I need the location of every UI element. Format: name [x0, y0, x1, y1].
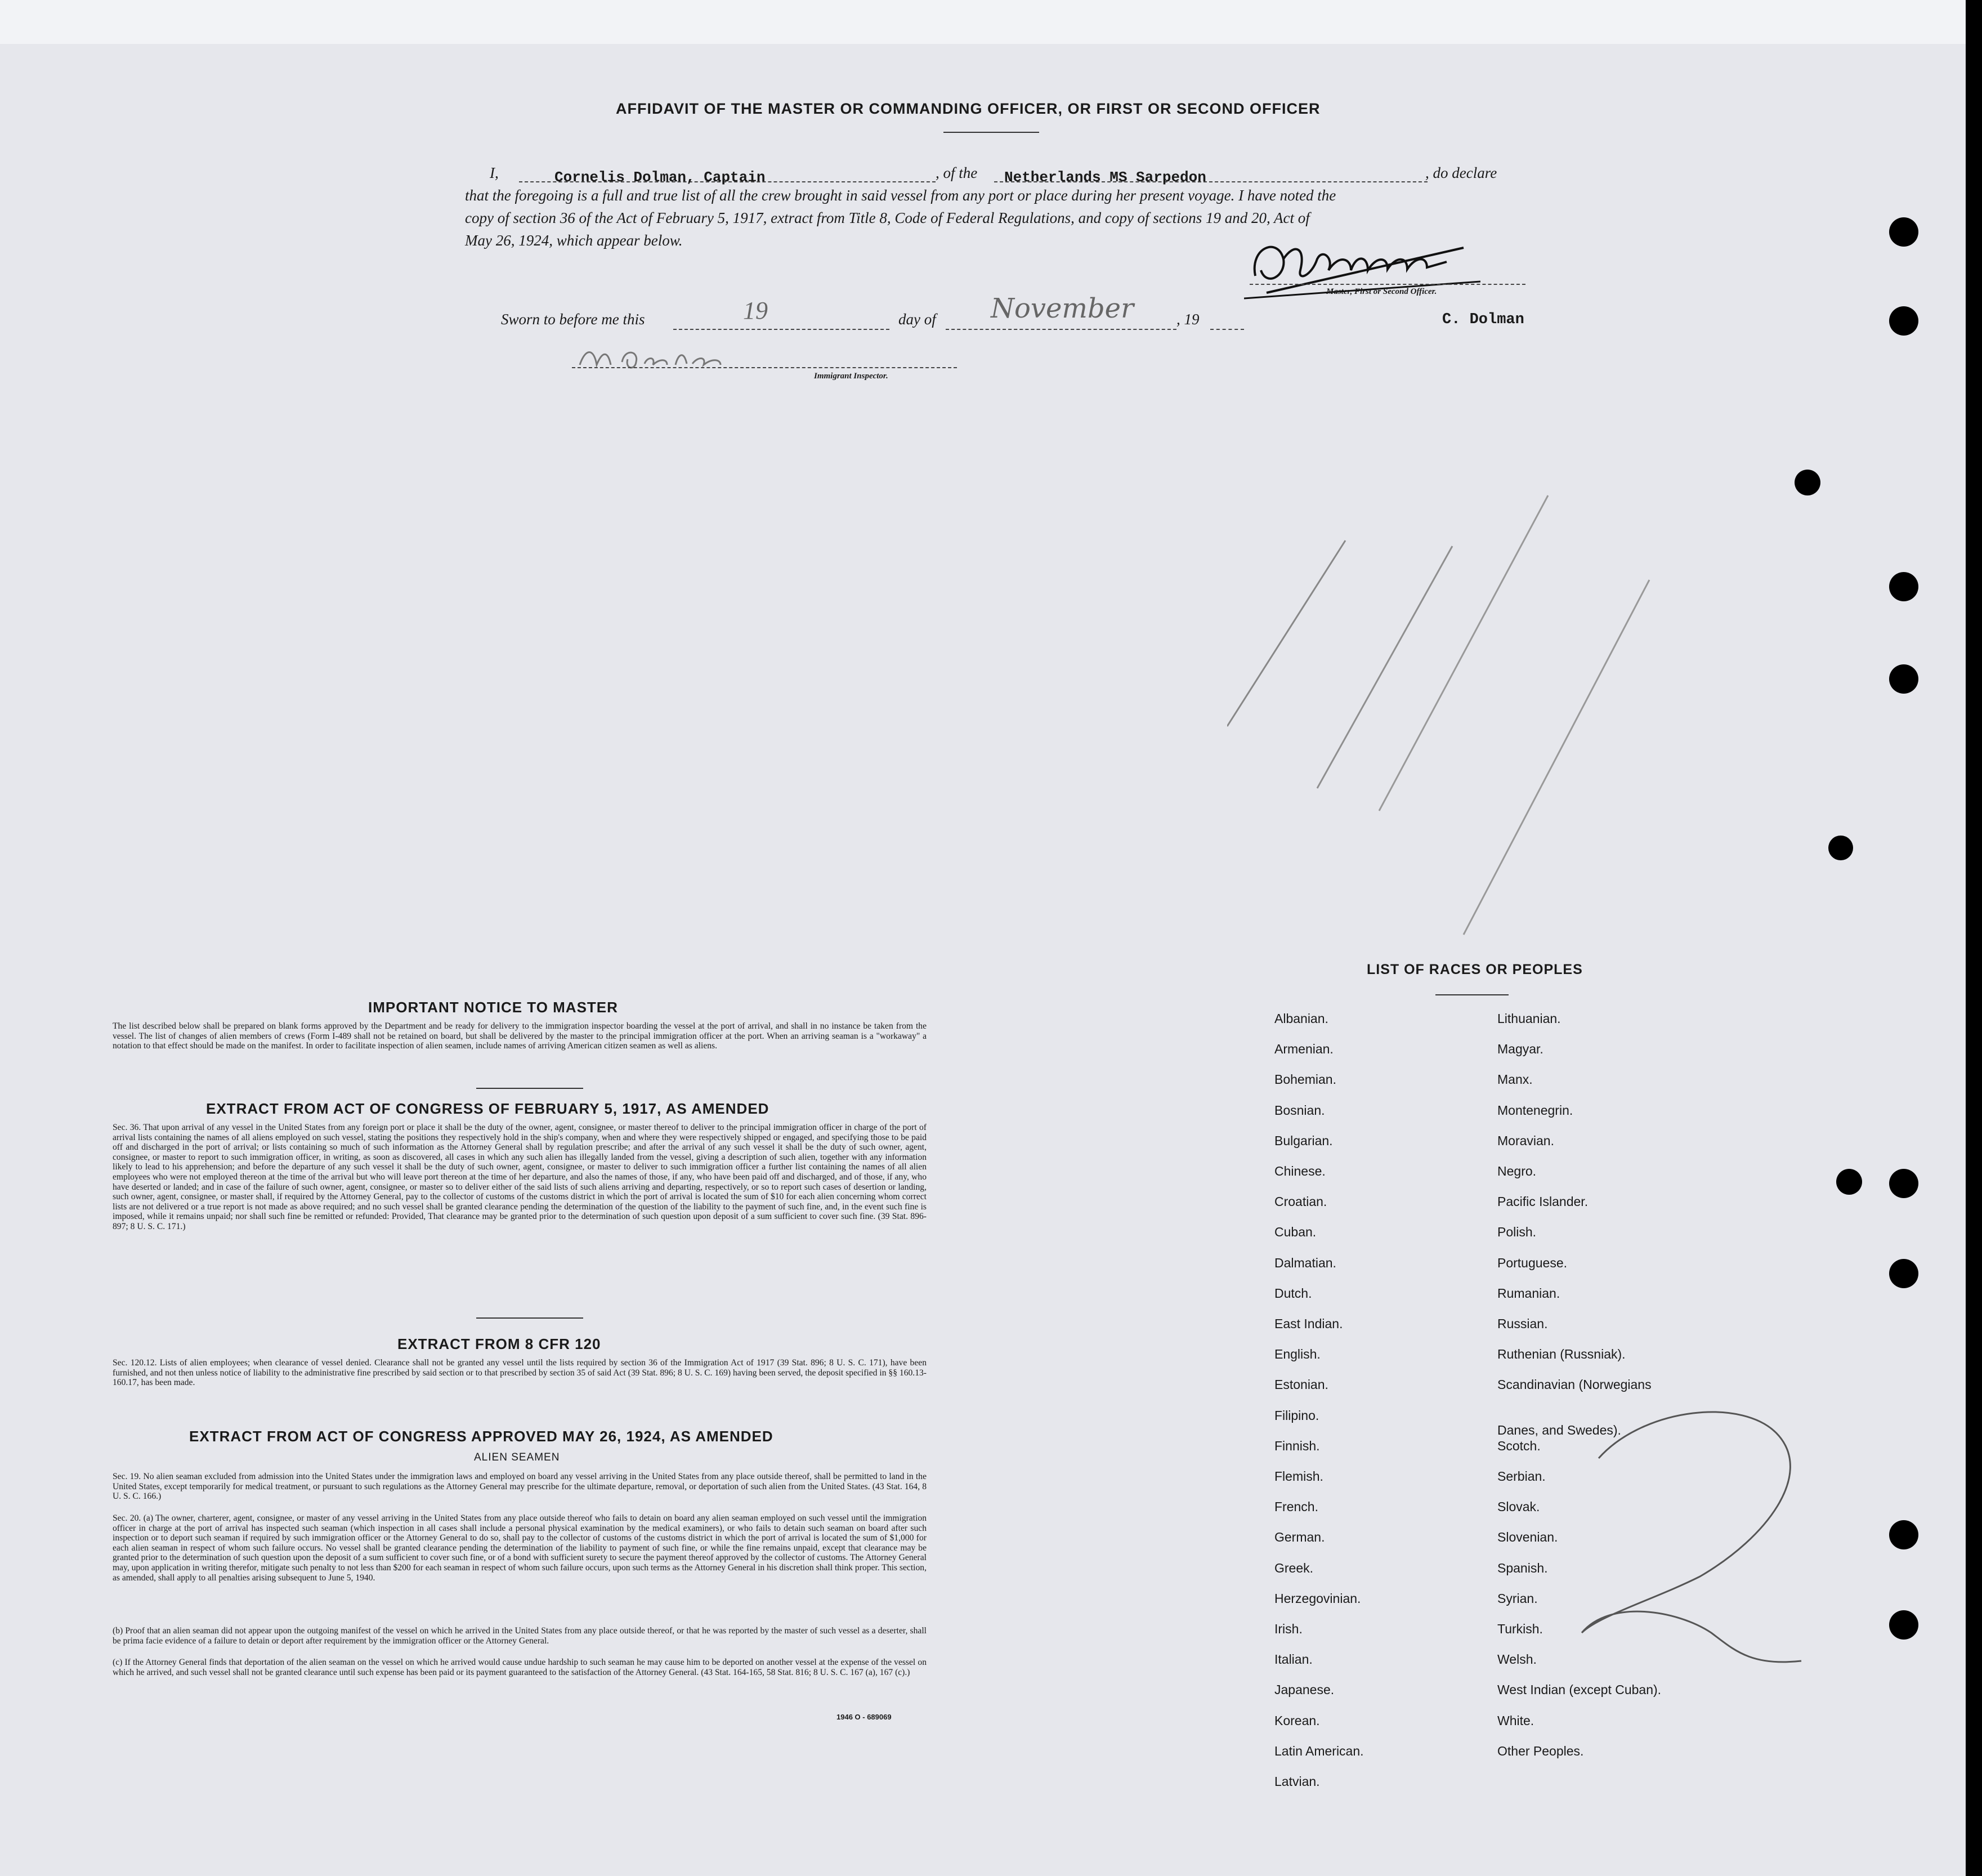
- do-declare-label: , do declare: [1425, 164, 1497, 181]
- section-20c-text: (c) If the Attorney General finds that deportation of the alien seaman on the vessel on which he arrived would cause undue hardship to such seaman he may cause him to be deported on another vessel at the expense of the vessel on which he arrived, and such vessel shall not be granted clearance until such expense has been paid or its payment guaranteed to the satisfaction of the Attorney General. (43 Stat. 164-165, 58 Stat. 816; 8 U. S. C. 167 (a), 167 (c).): [113, 1658, 927, 1677]
- pencil-marks: [1227, 462, 1677, 946]
- sworn-label: Sworn to before me this: [501, 311, 645, 328]
- race-item: Russian.: [1497, 1316, 1548, 1331]
- race-item: Estonian.: [1274, 1377, 1328, 1392]
- race-item: Ruthenian (Russniak).: [1497, 1347, 1626, 1362]
- punch-hole: [1795, 470, 1820, 495]
- section-20b-text: (b) Proof that an alien seaman did not appear upon the outgoing manifest of the vessel on which he arrived in the United States from any place outside thereof, or that he was reported by the master of such vessel as a deserter, shall be prima facie evidence of a failure to detain or deport after requirement by the immigration officer or the Attorney General.: [113, 1626, 927, 1646]
- race-item: Greek.: [1274, 1560, 1314, 1575]
- extract-1924-subtitle: ALIEN SEAMEN: [474, 1451, 560, 1463]
- section-20a-text: Sec. 20. (a) The owner, charterer, agent, consignee, or master of any vessel arriving in the United States from any place outside thereof who fails to detain on board any alien seaman employed on such vessel until the immigration officer in charge at the port of arrival has inspected such seaman (which inspection in all cases shall include a personal physical examination by the medical examiners), or who fails to detain such seaman on board after such inspection or to deport such seaman if required by such immigration officer or the Attorney General to do so, shall pay to the collector of customs of the customs district in which the port of arrival is located the sum of $1,000 for each alien seaman in respect of whom such failure occurs. No vessel shall be granted clearance pending the determination of the liability to payment of such fine, or while the fine remains unpaid, except that clearance may be granted prior to the determination of such question upon the deposit of a sum sufficient to cover such fine, or of a bond with sufficient surety to secure the payment thereof approved by the collector of customs. The Attorney General may, upon application in writing therefor, mitigate such penalty to not less than $200 for each seaman in respect of whom such failure occurs, upon such terms as the Attorney General in his discretion shall think proper. This section, as amended, shall apply to all penalties arising subsequent to June 5, 1940.: [113, 1513, 927, 1583]
- extract-1924-title: EXTRACT FROM ACT OF CONGRESS APPROVED MAY 26, 1924, AS AMENDED: [189, 1428, 773, 1445]
- race-item: White.: [1497, 1713, 1534, 1728]
- sworn-day: 19: [743, 297, 768, 324]
- race-item: Turkish.: [1497, 1622, 1543, 1636]
- extract-cfr-body: Sec. 120.12. Lists of alien employees; when clearance of vessel denied. Clearance shall not be granted any vessel until the lists required by section 36 of the Immigration Act of 1917 (39 Stat. 896; 8 U. S. C. 171), have been furnished, and not then unless notice of liability to the administrative fine prescribed by said section or to that prescribed by section 35 of said Act (39 Stat. 896; 8 U. S. C. 169) having been served, the deposit specified in §§ 160.13-160.17, has been made.: [113, 1358, 927, 1388]
- page-top-edge: [0, 0, 1966, 44]
- race-item: Herzegovinian.: [1274, 1591, 1361, 1606]
- punch-hole: [1836, 1169, 1862, 1195]
- race-item: German.: [1274, 1530, 1325, 1545]
- race-item: Italian.: [1274, 1652, 1313, 1667]
- vessel-name: Netherlands MS Sarpedon: [1004, 169, 1206, 186]
- race-item: Danes, and Swedes).: [1497, 1422, 1621, 1437]
- race-item: Flemish.: [1274, 1469, 1323, 1484]
- race-item: Latin American.: [1274, 1743, 1364, 1758]
- punch-hole: [1889, 217, 1918, 247]
- race-item: Welsh.: [1497, 1652, 1537, 1667]
- print-code: 1946 O - 689069: [836, 1713, 892, 1721]
- race-item: Finnish.: [1274, 1438, 1320, 1453]
- race-item: Latvian.: [1274, 1774, 1320, 1789]
- i-label: I,: [490, 164, 499, 181]
- punch-hole: [1889, 1520, 1918, 1549]
- punch-hole: [1889, 1169, 1918, 1198]
- race-item: Spanish.: [1497, 1560, 1548, 1575]
- inspector-caption: Immigrant Inspector.: [814, 372, 888, 381]
- race-item: Pacific Islander.: [1497, 1194, 1589, 1209]
- race-item: Portuguese.: [1497, 1255, 1568, 1270]
- race-item: Montenegrin.: [1497, 1102, 1573, 1118]
- declaration-line-4: May 26, 1924, which appear below.: [465, 232, 683, 249]
- inspector-signature-line: [572, 367, 957, 368]
- race-item: Scotch.: [1497, 1438, 1541, 1453]
- pencil-numeral-2: [1565, 1396, 1813, 1678]
- sworn-month-line: [946, 329, 1176, 330]
- of-the-label: , of the: [936, 164, 978, 181]
- race-item: Korean.: [1274, 1713, 1320, 1728]
- declarant-name: Cornelis Dolman, Captain: [554, 169, 766, 186]
- race-item: Negro.: [1497, 1164, 1537, 1178]
- race-item: Bohemian.: [1274, 1072, 1336, 1087]
- extract-cfr-title: EXTRACT FROM 8 CFR 120: [397, 1335, 601, 1352]
- year-line: [1210, 329, 1244, 330]
- race-item: Filipino.: [1274, 1408, 1319, 1423]
- race-item: Japanese.: [1274, 1682, 1335, 1698]
- master-caption: Master, First or Second Officer.: [1326, 287, 1437, 296]
- master-signature-line: [1250, 284, 1525, 285]
- inspector-signature: [569, 342, 737, 376]
- race-item: Irish.: [1274, 1622, 1303, 1636]
- race-item: Polish.: [1497, 1225, 1537, 1240]
- title-rule: [943, 132, 1039, 133]
- race-item: Bosnian.: [1274, 1102, 1325, 1118]
- typed-master-name: C. Dolman: [1442, 311, 1524, 328]
- race-item: Manx.: [1497, 1072, 1533, 1087]
- punch-hole: [1828, 836, 1853, 860]
- race-item: English.: [1274, 1347, 1321, 1362]
- race-item: Slovenian.: [1497, 1530, 1558, 1545]
- race-item: Magyar.: [1497, 1042, 1543, 1057]
- sworn-month: November: [991, 293, 1134, 324]
- punch-hole: [1889, 306, 1918, 336]
- punch-hole: [1889, 1259, 1918, 1288]
- extract-1917-title: EXTRACT FROM ACT OF CONGRESS OF FEBRUARY 5, 1917, AS AMENDED: [206, 1100, 769, 1117]
- race-item: East Indian.: [1274, 1316, 1343, 1331]
- race-item: Chinese.: [1274, 1164, 1326, 1178]
- declaration-line-2: that the foregoing is a full and true list of all the crew brought in said vessel from any port or place during her present voyage. I have noted the: [465, 187, 1336, 204]
- race-item: Bulgarian.: [1274, 1133, 1333, 1148]
- race-item: Armenian.: [1274, 1042, 1334, 1057]
- race-item: Dutch.: [1274, 1285, 1312, 1301]
- race-item: Dalmatian.: [1274, 1255, 1336, 1270]
- race-item: Croatian.: [1274, 1194, 1327, 1209]
- extract-1917-body: Sec. 36. That upon arrival of any vessel in the United States from any foreign port or place it shall be the duty of the owner, agent, consignee, or master thereof to deliver to the principal immigration officer in charge of the port of arrival lists containing the names of all aliens employed on such vessel, stating the positions they respectively hold in the ship's company, when and where they were respectively shipped or engaged, and specifying those to be paid off and discharged in the port of arrival; or lists containing so much of such information as the Attorney General shall by regulation prescribe; and after the arrival of any such vessel it shall be the duty of such owner, agent, consignee, or master to report to such immigration officer, in writing, as soon as discovered, all cases in which any such alien has illegally landed from the vessel, giving a description of such alien, together with any information likely to lead to his apprehension; and before the departure of any such vessel it shall be the duty of such owner, agent, consignee, or master to deliver to such immigration officer a further list containing the names of all alien employees who were not employed thereon at the time of the arrival but who will leave port thereon at the time of her departure, and also the names of those, if any, who have been paid off and discharged, and of those, if any, who have deserted or landed; and in case of the failure of such owner, agent, consignee, or master so to deliver either of the said lists of such aliens arriving and departing, respectively, or so to report such cases of desertion or landing, such owner, agent, consignee, or master shall, if required by the Attorney General, pay to the collector of customs of the customs district in which the port of arrival is located the sum of $10 for each alien concerning whom correct lists are not delivered or a true report is not made as above required; and no such vessel shall be granted clearance pending the determination of the question of the liability to the payment of such fine, and, in the event such fine is imposed, while it remains unpaid; nor shall such fine be remitted or refunded: Provided, That clearance may be granted prior to the determination of such question upon deposit of a sum sufficient to cover such fine. (39 Stat. 896-897; 8 U. S. C. 171.): [113, 1123, 927, 1231]
- day-of-label: day of: [898, 311, 936, 328]
- races-title: LIST OF RACES OR PEOPLES: [1367, 962, 1583, 977]
- race-item: Moravian.: [1497, 1133, 1554, 1148]
- punch-hole: [1889, 572, 1918, 601]
- affidavit-title: AFFIDAVIT OF THE MASTER OR COMMANDING OFFICER, OR FIRST OR SECOND OFFICER: [616, 100, 1321, 117]
- section-19-text: Sec. 19. No alien seaman excluded from admission into the United States under the immigration laws and employed on board any vessel arriving in the United States from any place outside thereof, shall be permitted to land in the United States, except temporarily for medical treatment, or pursuant to such regulations as the Attorney General may prescribe for the ultimate departure, removal, or deportation of such alien from the United States. (43 Stat. 164, 8 U. S. C. 166.): [113, 1472, 927, 1502]
- race-item: Cuban.: [1274, 1225, 1317, 1240]
- punch-hole: [1889, 1610, 1918, 1640]
- race-item: Rumanian.: [1497, 1285, 1560, 1301]
- races-rule: [1435, 994, 1509, 995]
- race-item: Lithuanian.: [1497, 1011, 1561, 1026]
- notice-rule: [476, 1088, 583, 1089]
- race-item: Slovak.: [1497, 1499, 1540, 1515]
- notice-title: IMPORTANT NOTICE TO MASTER: [368, 999, 618, 1016]
- year-prefix: , 19: [1176, 311, 1200, 328]
- race-item: Scandinavian (Norwegians: [1497, 1377, 1652, 1392]
- race-item: Serbian.: [1497, 1469, 1546, 1484]
- race-item: Albanian.: [1274, 1011, 1328, 1026]
- sworn-day-line: [673, 329, 889, 330]
- punch-hole: [1889, 664, 1918, 694]
- declaration-line-3: copy of section 36 of the Act of February 5, 1917, extract from Title 8, Code of Federal Regulations, and copy of sections 19 and 20, Act of: [465, 209, 1310, 226]
- race-item: Other Peoples.: [1497, 1743, 1584, 1758]
- extract-1917-rule: [476, 1317, 583, 1319]
- race-item: Syrian.: [1497, 1591, 1538, 1606]
- race-item: French.: [1274, 1499, 1318, 1515]
- notice-body: The list described below shall be prepared on blank forms approved by the Department and be ready for delivery to the immigration inspector boarding the vessel at the port of arrival, and shall in no instance be taken from the vessel. The list of changes of alien members of crews (Form I-489 shall not be retained on board, but shall be delivered by the master to the principal immigration officer at the port. When an arriving seaman is a "workaway" a notation to that effect should be made on the manifest. In order to facilitate inspection of alien seamen, include names of arriving American citizen seamen as well as aliens.: [113, 1021, 927, 1051]
- race-item: West Indian (except Cuban).: [1497, 1682, 1662, 1698]
